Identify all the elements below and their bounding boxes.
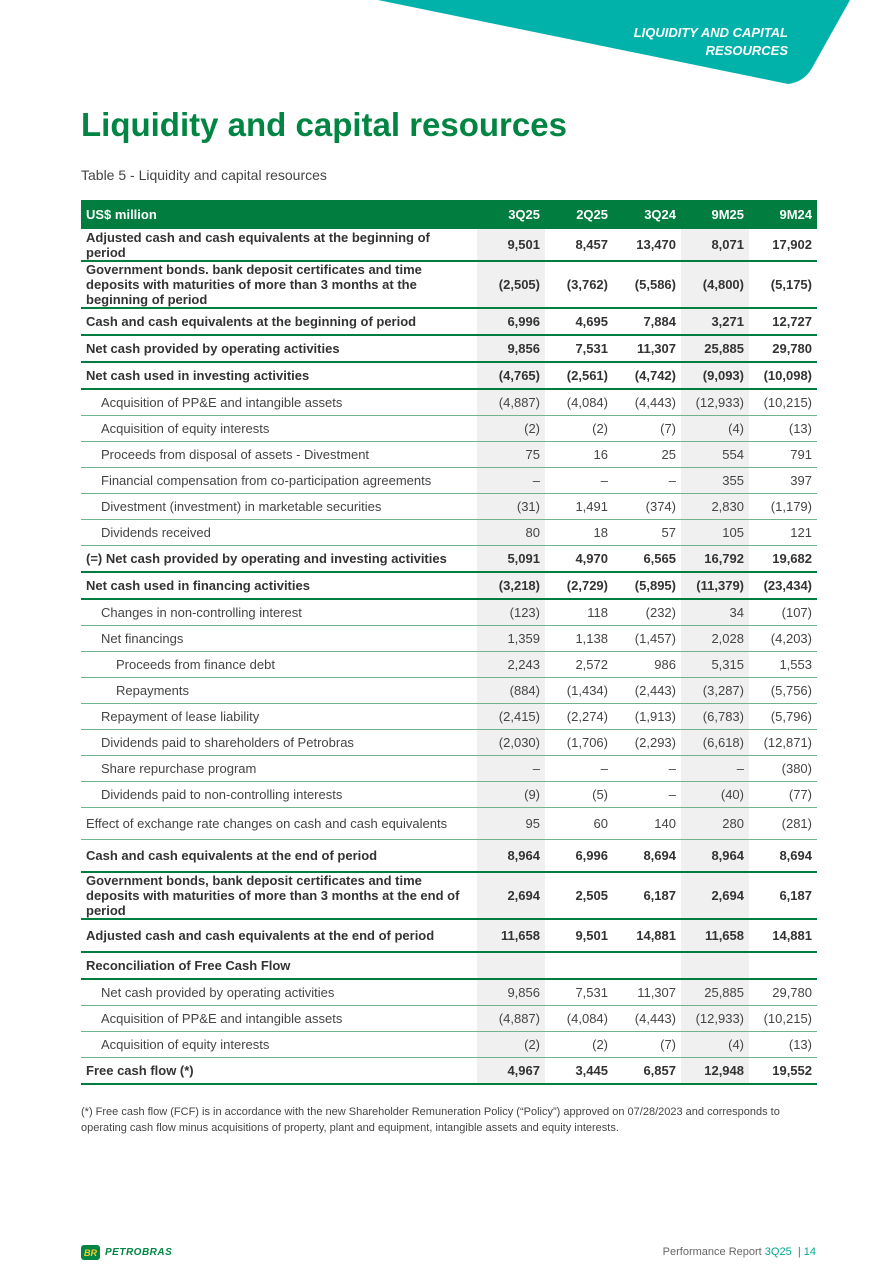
cell-value: 2,830 (681, 494, 749, 520)
cell-value: 11,658 (681, 919, 749, 952)
cell-value: (40) (681, 782, 749, 808)
row-label: (=) Net cash provided by operating and investing activities (81, 546, 477, 573)
table-row (81, 494, 817, 520)
table-row (81, 546, 817, 573)
row-label: Share repurchase program (81, 756, 477, 782)
row-label: Financial compensation from co-participation agreements (81, 468, 477, 494)
cell-value: – (545, 468, 613, 494)
footnote: (*) Free cash flow (FCF) is in accordance with the new Shareholder Remuneration Policy (“Policy”) approved on 07/28/2023 and corresponds to operating cash flow minus acquisitions of property, plant and equipment, intangible assets and equity interests. (81, 1106, 780, 1134)
cell-value: 14,881 (749, 919, 817, 952)
cell-value: 9,501 (545, 919, 613, 952)
table-row (81, 678, 817, 704)
table-row (81, 599, 817, 626)
cell-value: 11,658 (477, 919, 545, 952)
cell-value: 60 (545, 808, 613, 840)
row-label: Government bonds, bank deposit certificates and time deposits with maturities of more than 3 months at the end of period (81, 872, 477, 919)
cell-value: 12,727 (749, 308, 817, 335)
table-row (81, 468, 817, 494)
cell-value (477, 952, 545, 979)
table-row (81, 756, 817, 782)
table-row (81, 872, 817, 919)
cell-value: 8,457 (545, 229, 613, 261)
cell-value: – (613, 468, 681, 494)
cell-value: – (477, 468, 545, 494)
cell-value: 4,970 (545, 546, 613, 573)
cell-value: 29,780 (749, 979, 817, 1006)
column-header: US$ million (81, 200, 477, 229)
cell-value: (3,218) (477, 572, 545, 599)
table-row (81, 1032, 817, 1058)
row-label: Cash and cash equivalents at the beginning of period (81, 308, 477, 335)
cell-value: (7) (613, 1032, 681, 1058)
table-row (81, 626, 817, 652)
cell-value: (232) (613, 599, 681, 626)
cell-value: (4,800) (681, 261, 749, 308)
cell-value: 95 (477, 808, 545, 840)
cell-value: (23,434) (749, 572, 817, 599)
cell-value: 1,359 (477, 626, 545, 652)
cell-value: (6,618) (681, 730, 749, 756)
cell-value (681, 952, 749, 979)
row-label: Dividends paid to non-controlling interests (81, 782, 477, 808)
table-row (81, 308, 817, 335)
cell-value (545, 952, 613, 979)
cell-value: 16,792 (681, 546, 749, 573)
cell-value: 2,694 (681, 872, 749, 919)
cell-value: 5,091 (477, 546, 545, 573)
cell-value: (10,098) (749, 362, 817, 389)
cell-value: 14,881 (613, 919, 681, 952)
cell-value: 121 (749, 520, 817, 546)
table-row (81, 704, 817, 730)
cell-value: (2) (545, 416, 613, 442)
cell-value: (4,887) (477, 1006, 545, 1032)
cell-value: (1,434) (545, 678, 613, 704)
row-label: Acquisition of PP&E and intangible assets (81, 389, 477, 416)
row-label: Acquisition of equity interests (81, 416, 477, 442)
cell-value: (2) (477, 1032, 545, 1058)
column-header: 9M24 (749, 200, 817, 229)
cell-value: (6,783) (681, 704, 749, 730)
br-logo-icon: BR (81, 1245, 100, 1260)
table-row (81, 840, 817, 873)
cell-value: 280 (681, 808, 749, 840)
cell-value: (5,175) (749, 261, 817, 308)
cell-value: 25,885 (681, 979, 749, 1006)
row-label: Dividends paid to shareholders of Petrobras (81, 730, 477, 756)
cell-value: 19,552 (749, 1058, 817, 1085)
table-row (81, 389, 817, 416)
table-row (81, 808, 817, 840)
cell-value: 791 (749, 442, 817, 468)
cell-value: 3,445 (545, 1058, 613, 1085)
page-title: Liquidity and capital resources (81, 106, 567, 143)
cell-value: 13,470 (613, 229, 681, 261)
cell-value: (3,287) (681, 678, 749, 704)
cell-value: 2,505 (545, 872, 613, 919)
table-row (81, 952, 817, 979)
cell-value: 7,884 (613, 308, 681, 335)
cell-value: (12,933) (681, 389, 749, 416)
cell-value: (2) (545, 1032, 613, 1058)
cell-value: (2,415) (477, 704, 545, 730)
cell-value: (884) (477, 678, 545, 704)
cell-value: 9,856 (477, 979, 545, 1006)
cell-value: 6,187 (613, 872, 681, 919)
cell-value: 7,531 (545, 979, 613, 1006)
table-row (81, 572, 817, 599)
cell-value: 18 (545, 520, 613, 546)
cell-value: 17,902 (749, 229, 817, 261)
cell-value: (5,796) (749, 704, 817, 730)
cell-value: (4,203) (749, 626, 817, 652)
liquidity-table (81, 200, 817, 1085)
cell-value: 4,695 (545, 308, 613, 335)
cell-value: (107) (749, 599, 817, 626)
cell-value: (10,215) (749, 1006, 817, 1032)
table-row (81, 730, 817, 756)
page-number: 14 (803, 1246, 816, 1258)
table-row (81, 362, 817, 389)
row-label: Adjusted cash and cash equivalents at the beginning of period (81, 229, 477, 261)
table-row (81, 229, 817, 261)
row-label: Acquisition of equity interests (81, 1032, 477, 1058)
row-label: Divestment (investment) in marketable securities (81, 494, 477, 520)
cell-value: (3,762) (545, 261, 613, 308)
row-label: Dividends received (81, 520, 477, 546)
cell-value: 1,553 (749, 652, 817, 678)
cell-value: 8,964 (477, 840, 545, 873)
cell-value: 2,694 (477, 872, 545, 919)
cell-value: (5,586) (613, 261, 681, 308)
cell-value: (1,706) (545, 730, 613, 756)
column-header: 3Q24 (613, 200, 681, 229)
cell-value: (77) (749, 782, 817, 808)
cell-value: 75 (477, 442, 545, 468)
cell-value: (9,093) (681, 362, 749, 389)
cell-value: (4) (681, 1032, 749, 1058)
table-row (81, 335, 817, 362)
page-footer (663, 1246, 816, 1258)
cell-value: (10,215) (749, 389, 817, 416)
cell-value: 4,967 (477, 1058, 545, 1085)
cell-value: 57 (613, 520, 681, 546)
table-row (81, 520, 817, 546)
cell-value: 9,856 (477, 335, 545, 362)
cell-value: 6,996 (545, 840, 613, 873)
cell-value: 34 (681, 599, 749, 626)
cell-value: (9) (477, 782, 545, 808)
cell-value: 19,682 (749, 546, 817, 573)
cell-value: 397 (749, 468, 817, 494)
row-label: Acquisition of PP&E and intangible assets (81, 1006, 477, 1032)
cell-value: (281) (749, 808, 817, 840)
cell-value: (374) (613, 494, 681, 520)
report-period: 3Q25 (764, 1246, 792, 1258)
section-label-line2: RESOURCES (705, 43, 788, 58)
row-label: Adjusted cash and cash equivalents at the end of period (81, 919, 477, 952)
cell-value: 8,071 (681, 229, 749, 261)
table-row (81, 261, 817, 308)
cell-value: 6,187 (749, 872, 817, 919)
cell-value: (1,457) (613, 626, 681, 652)
logo-text: PETROBRAS (105, 1247, 173, 1258)
cell-value: 3,271 (681, 308, 749, 335)
cell-value: – (477, 756, 545, 782)
cell-value: (2,274) (545, 704, 613, 730)
cell-value: (12,933) (681, 1006, 749, 1032)
cell-value: (5,895) (613, 572, 681, 599)
table-row (81, 979, 817, 1006)
row-label: Repayment of lease liability (81, 704, 477, 730)
cell-value: 554 (681, 442, 749, 468)
row-label: Net cash provided by operating activities (81, 979, 477, 1006)
cell-value: (7) (613, 416, 681, 442)
cell-value: (13) (749, 416, 817, 442)
cell-value: 118 (545, 599, 613, 626)
cell-value: 8,964 (681, 840, 749, 873)
table-row (81, 416, 817, 442)
cell-value: 12,948 (681, 1058, 749, 1085)
row-label: Proceeds from finance debt (81, 652, 477, 678)
row-label: Changes in non-controlling interest (81, 599, 477, 626)
cell-value: 11,307 (613, 979, 681, 1006)
column-header: 2Q25 (545, 200, 613, 229)
cell-value: 6,565 (613, 546, 681, 573)
cell-value: 2,243 (477, 652, 545, 678)
row-label: Net cash used in financing activities (81, 572, 477, 599)
table-row (81, 652, 817, 678)
section-label (548, 24, 788, 60)
cell-value: (2,561) (545, 362, 613, 389)
cell-value: 7,531 (545, 335, 613, 362)
table-row (81, 1058, 817, 1085)
cell-value: (5) (545, 782, 613, 808)
cell-value: 2,572 (545, 652, 613, 678)
cell-value: 25 (613, 442, 681, 468)
section-label-line1: LIQUIDITY AND CAPITAL (633, 25, 788, 40)
cell-value: 25,885 (681, 335, 749, 362)
row-label: Reconciliation of Free Cash Flow (81, 952, 477, 979)
cell-value: 6,857 (613, 1058, 681, 1085)
cell-value: 2,028 (681, 626, 749, 652)
cell-value: (4,887) (477, 389, 545, 416)
row-label: Proceeds from disposal of assets - Divestment (81, 442, 477, 468)
cell-value: (11,379) (681, 572, 749, 599)
cell-value: – (545, 756, 613, 782)
row-label: Net financings (81, 626, 477, 652)
cell-value: (4,765) (477, 362, 545, 389)
cell-value: (380) (749, 756, 817, 782)
petrobras-logo (81, 1245, 172, 1260)
row-label: Cash and cash equivalents at the end of period (81, 840, 477, 873)
report-label: Performance Report (662, 1246, 762, 1258)
cell-value: (123) (477, 599, 545, 626)
cell-value: 29,780 (749, 335, 817, 362)
cell-value: 6,996 (477, 308, 545, 335)
table-row (81, 1006, 817, 1032)
cell-value (613, 952, 681, 979)
cell-value: (4,742) (613, 362, 681, 389)
cell-value: – (613, 782, 681, 808)
cell-value: 986 (613, 652, 681, 678)
cell-value: (2,443) (613, 678, 681, 704)
cell-value: (4,443) (613, 389, 681, 416)
cell-value: – (681, 756, 749, 782)
cell-value: 8,694 (749, 840, 817, 873)
cell-value (749, 952, 817, 979)
cell-value: 9,501 (477, 229, 545, 261)
cell-value: (2,030) (477, 730, 545, 756)
cell-value: 105 (681, 520, 749, 546)
cell-value: 355 (681, 468, 749, 494)
cell-value: 1,138 (545, 626, 613, 652)
cell-value: 8,694 (613, 840, 681, 873)
footer-separator: | (797, 1246, 801, 1258)
row-label: Free cash flow (*) (81, 1058, 477, 1085)
table-header-row (81, 200, 817, 229)
cell-value: (1,179) (749, 494, 817, 520)
table-row (81, 919, 817, 952)
cell-value: 11,307 (613, 335, 681, 362)
row-label: Effect of exchange rate changes on cash and cash equivalents (81, 808, 477, 840)
cell-value: 5,315 (681, 652, 749, 678)
row-label: Net cash provided by operating activities (81, 335, 477, 362)
row-label: Government bonds. bank deposit certificates and time deposits with maturities of more than 3 months at the beginning of period (81, 261, 477, 308)
cell-value: (2,293) (613, 730, 681, 756)
column-header: 9M25 (681, 200, 749, 229)
cell-value: 1,491 (545, 494, 613, 520)
cell-value: (2) (477, 416, 545, 442)
cell-value: (4,084) (545, 389, 613, 416)
row-label: Net cash used in investing activities (81, 362, 477, 389)
cell-value: 140 (613, 808, 681, 840)
cell-value: 16 (545, 442, 613, 468)
table-caption: Table 5 - Liquidity and capital resources (81, 167, 327, 183)
cell-value: (12,871) (749, 730, 817, 756)
table-row (81, 442, 817, 468)
cell-value: (2,729) (545, 572, 613, 599)
cell-value: (5,756) (749, 678, 817, 704)
cell-value: (31) (477, 494, 545, 520)
column-header: 3Q25 (477, 200, 545, 229)
cell-value: (4,084) (545, 1006, 613, 1032)
row-label: Repayments (81, 678, 477, 704)
cell-value: (4,443) (613, 1006, 681, 1032)
table-row (81, 782, 817, 808)
cell-value: (2,505) (477, 261, 545, 308)
cell-value: – (613, 756, 681, 782)
cell-value: (13) (749, 1032, 817, 1058)
cell-value: (1,913) (613, 704, 681, 730)
cell-value: (4) (681, 416, 749, 442)
cell-value: 80 (477, 520, 545, 546)
